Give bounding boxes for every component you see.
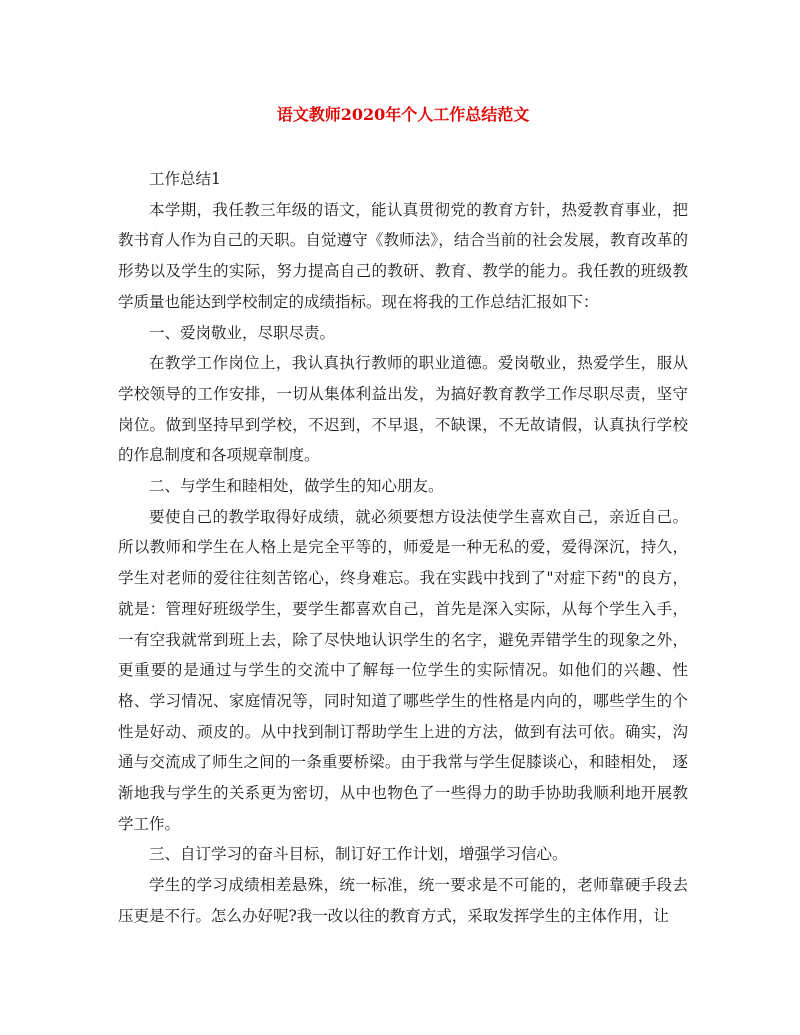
document-title: 语文教师2020年个人工作总结范文 <box>276 105 530 124</box>
document-body <box>118 164 688 932</box>
subsection-heading: 三、自订学习的奋斗目标，制订好工作计划，增强学习信心。 <box>149 845 568 864</box>
subsection-heading: 一、爱岗敬业，尽职尽责。 <box>149 323 336 342</box>
subsection-heading: 二、与学生和睦相处，做学生的知心朋友。 <box>149 477 444 496</box>
section-heading: 工作总结1 <box>149 170 221 188</box>
paragraph: 要使自己的教学取得好成绩，就必须要想方设法使学生喜欢自己，亲近自己。所以教师和学生在人格上是完全平等的，师爱是一种无私的爱，爱得深沉，持久，学生对老师的爱往往刻苦铭心，终身难忘。我在实践中找到了"对症下药"的良方，就是：管理好班级学生，要学生都喜欢自己，首先是深入实际，从每个学生入手，一有空我就常到班上去，除了尽快地认识学生的名字，避免弄错学生的现象之外，更重要的是通过与学生的交流中了解每一位学生的实际情况。如他们的兴趣、性格、学习情况、家庭情况等，同时知道了哪些学生的性格是内向的，哪些学生的个性是好动、顽皮的。从中找到制订帮助学生上进的方法，做到有法可依。确实，沟通与交流成了师生之间的一条重要桥梁。由于我常与学生促膝谈心，和睦相处， 逐渐地我与学生的关系更为密切，从中也物色了一些得力的助手协助我顺利地开展教学工作。 <box>118 507 688 833</box>
paragraph: 本学期，我任教三年级的语文，能认真贯彻党的教育方针，热爱教育事业，把教书育人作为自己的天职。自觉遵守《教师法》，结合当前的社会发展，教育改革的形势以及学生的实际，努力提高自己的教研、教育、教学的能力。我任教的班级教学质量也能达到学校制定的成绩指标。现在将我的工作总结汇报如下： <box>118 200 688 311</box>
paragraph: 学生的学习成绩相差悬殊，统一标准，统一要求是不可能的，老师靠硬手段去压更是不行。怎么办好呢?我一改以往的教育方式，采取发挥学生的主体作用，让 <box>118 876 688 925</box>
document-page <box>118 0 688 1035</box>
paragraph: 在教学工作岗位上，我认真执行教师的职业道德。爱岗敬业，热爱学生，服从学校领导的工作安排，一切从集体利益出发，为搞好教育教学工作尽职尽责，坚守岗位。做到坚持早到学校，不迟到，不早退，不缺课，不无故请假，认真执行学校的作息制度和各项规章制度。 <box>118 354 688 465</box>
